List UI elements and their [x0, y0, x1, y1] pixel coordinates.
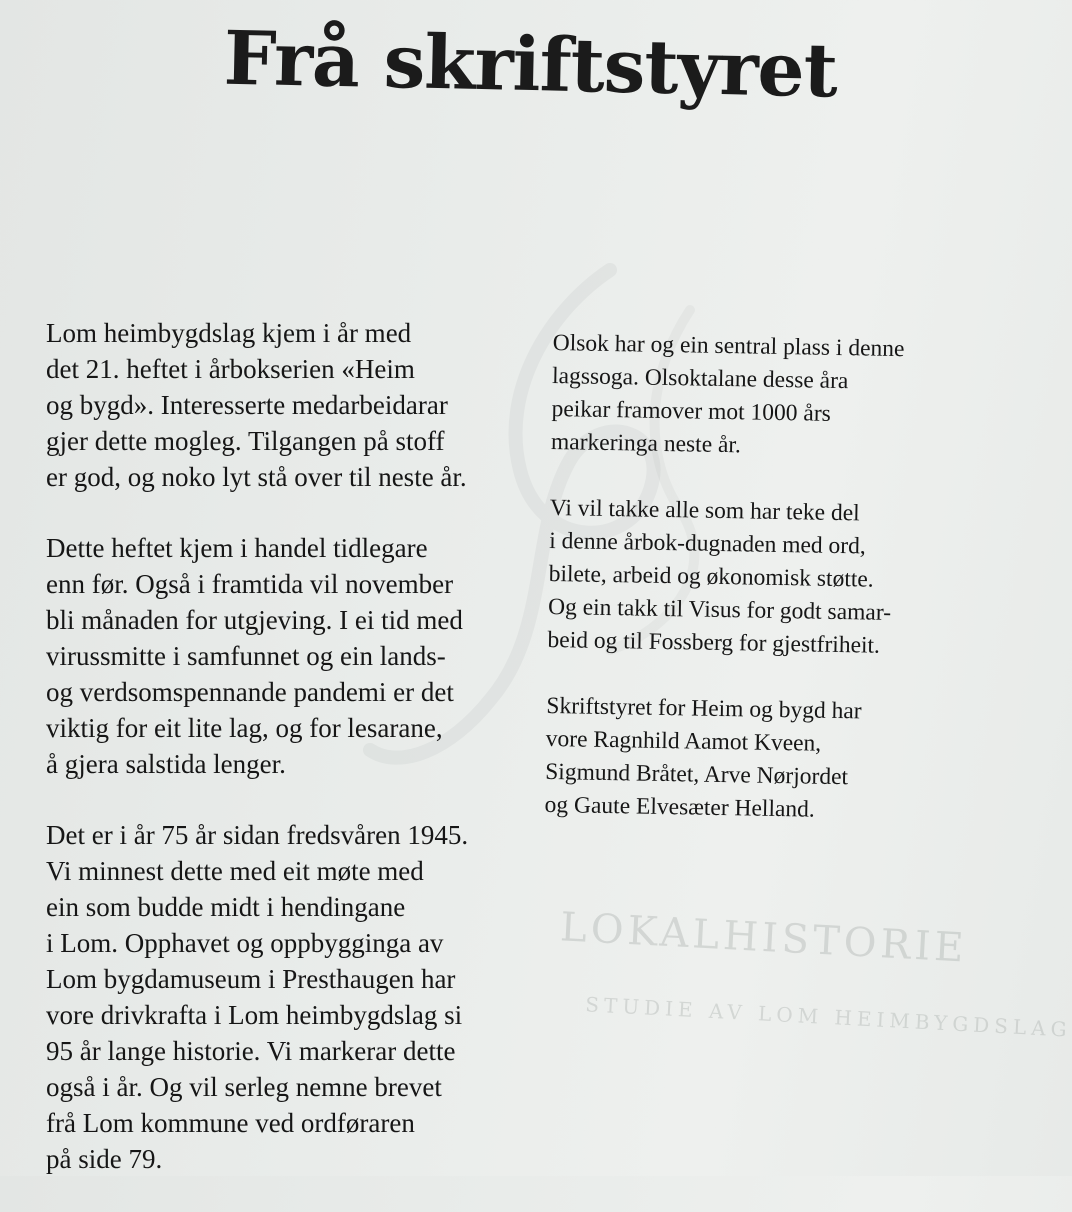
- paragraph-sales-period: [46, 530, 536, 782]
- text-line: Olsok har og ein sentral plass i denne: [552, 329, 905, 363]
- text-line: bli månaden for utgjeving. I ei tid med: [46, 605, 463, 635]
- text-line: og verdsomspennande pandemi er det: [46, 677, 454, 707]
- paragraph-yearbook-intro: [46, 315, 536, 495]
- text-line: Skriftstyret for Heim og bygd har: [546, 692, 862, 725]
- text-line: Dette heftet kjem i handel tidlegare: [46, 533, 428, 563]
- right-column: [544, 327, 953, 862]
- text-line: vore drivkrafta i Lom heimbygdslag si: [46, 1000, 463, 1030]
- text-line: ein som budde midt i hendingane: [46, 892, 406, 922]
- text-line: og Gaute Elvesæter Helland.: [544, 791, 816, 823]
- text-line: er god, og noko lyt stå over til neste år.: [46, 462, 467, 492]
- text-line: Vi vil takke alle som har teke del: [549, 494, 860, 527]
- text-line: bilete, arbeid og økonomisk støtte.: [548, 560, 874, 593]
- bleed-through-heading: LOKALHISTORIE: [559, 904, 969, 972]
- text-line: i Lom. Opphavet og oppbygginga av: [46, 928, 444, 958]
- text-line: enn før. Også i framtida vil november: [46, 569, 454, 599]
- text-line: å gjera salstida lenger.: [46, 749, 286, 779]
- text-line: Lom bygdamuseum i Presthaugen har: [46, 964, 456, 994]
- text-line: 95 år lange historie. Vi markerar dette: [46, 1036, 456, 1066]
- text-line: også i år. Og vil serleg nemne brevet: [46, 1072, 442, 1102]
- text-line: Vi minnest dette med eit møte med: [46, 856, 424, 886]
- text-line: markeringa neste år.: [550, 428, 742, 459]
- text-line: beid og til Fossberg for gjestfriheit.: [547, 626, 881, 659]
- text-line: Og ein takk til Visus for godt samar-: [547, 593, 892, 626]
- text-line: i denne årbok-dugnaden med ord,: [549, 527, 866, 560]
- text-line: det 21. heftet i årbokserien «Heim: [46, 354, 415, 384]
- bleed-through-subheading: STUDIE AV LOM HEIMBYGDSLAG: [584, 992, 1072, 1042]
- text-line: på side 79.: [46, 1144, 163, 1174]
- text-line: Lom heimbygdslag kjem i år med: [46, 318, 412, 348]
- text-line: viktig for eit lite lag, og for lesarane,: [46, 713, 443, 743]
- text-line: gjer dette mogleg. Tilgangen på stoff: [46, 426, 445, 456]
- paragraph-olsok: [551, 327, 953, 466]
- text-line: og bygd». Interesserte medarbeidarar: [46, 390, 448, 420]
- text-line: vore Ragnhild Aamot Kveen,: [545, 725, 822, 757]
- text-line: frå Lom kommune ved ordføraren: [46, 1108, 415, 1138]
- left-column: [46, 315, 536, 1212]
- text-line: virussmitte i samfunnet og ein lands-: [46, 641, 446, 671]
- page-title: Frå skriftstyret: [222, 15, 838, 115]
- text-line: peikar framover mot 1000 års: [551, 395, 832, 427]
- text-line: lagssoga. Olsoktalane desse åra: [551, 362, 849, 395]
- paragraph-editorial-board: [544, 690, 946, 829]
- paragraph-anniversary: [46, 817, 536, 1177]
- text-line: Det er i år 75 år sidan fredsvåren 1945.: [46, 820, 469, 850]
- text-line: Sigmund Bråtet, Arve Nørjordet: [545, 758, 849, 791]
- paragraph-thanks: [547, 492, 950, 664]
